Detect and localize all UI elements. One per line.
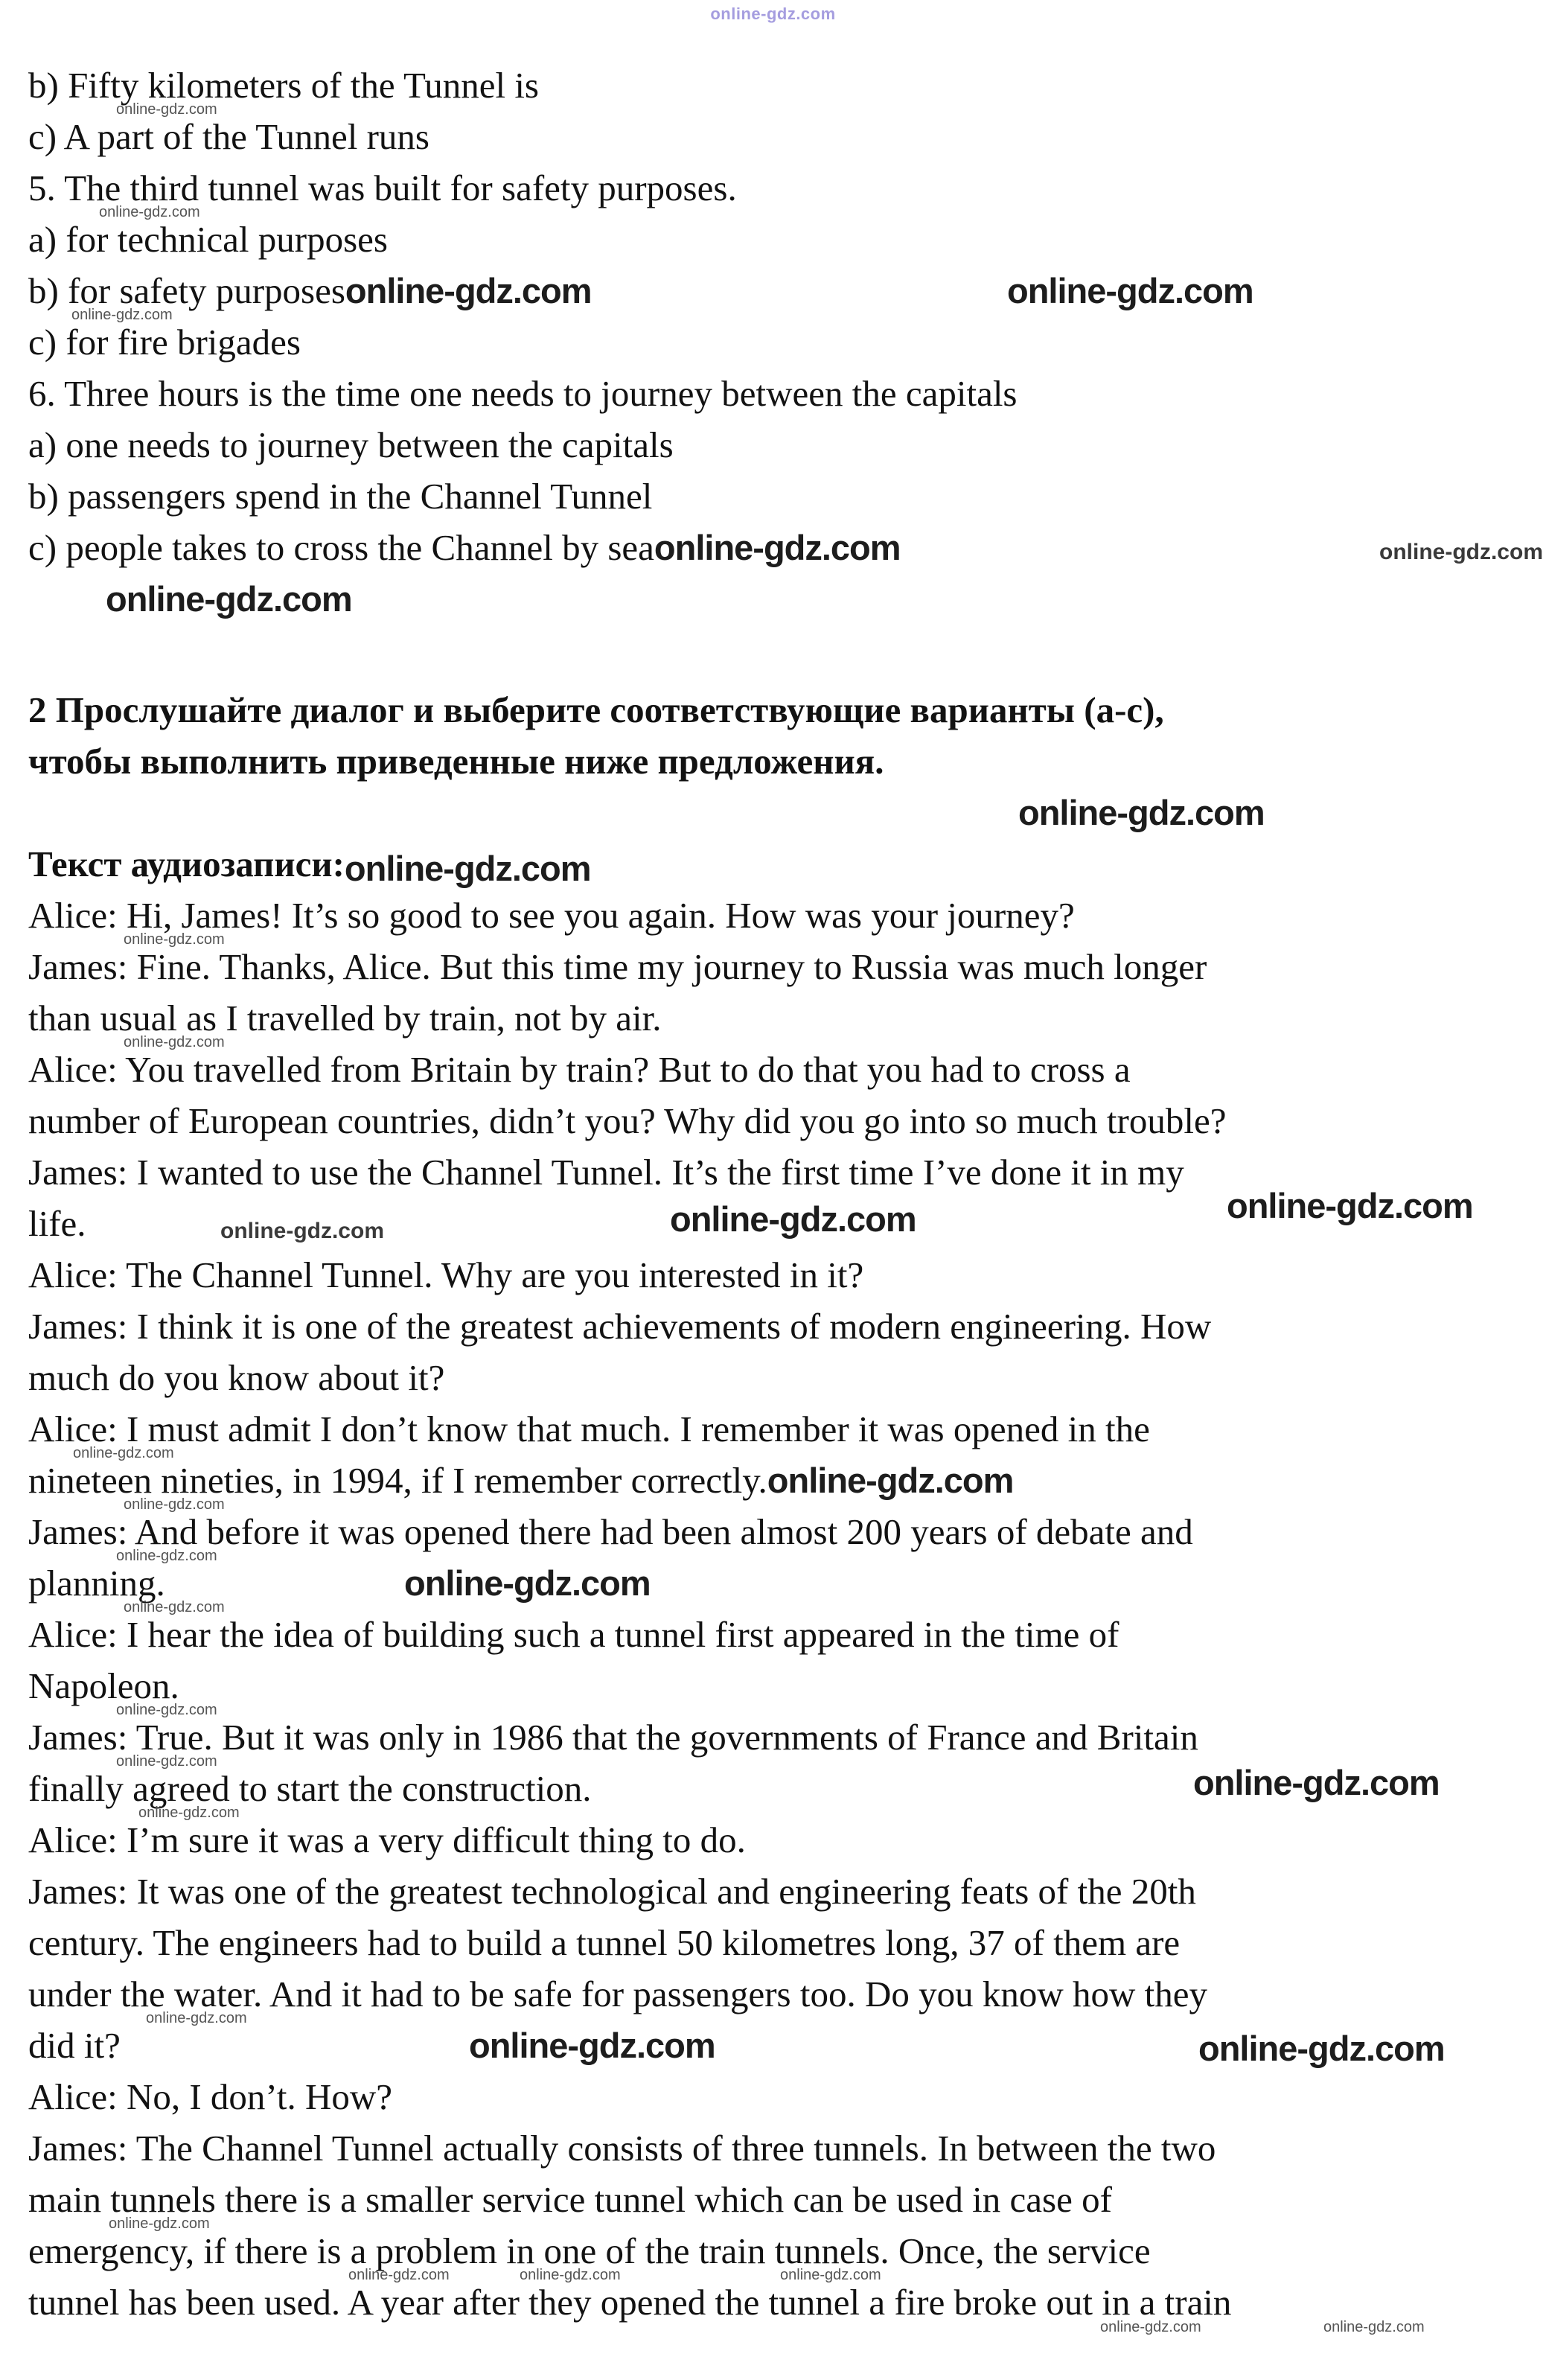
text-segment: a) for technical purposes	[28, 219, 388, 260]
text-segment: did it?	[28, 2025, 121, 2066]
text-segment: Alice: No, I don’t. How?	[28, 2076, 392, 2117]
text-line	[28, 1186, 1534, 1249]
watermark-bold: online-gdz.com	[1007, 271, 1253, 310]
text-line	[28, 573, 1534, 625]
text-line	[28, 1352, 1534, 1403]
text-segment: c) for fire brigades	[28, 322, 301, 363]
text-line	[28, 2122, 1534, 2174]
text-segment: Alice: I must admit I don’t know that much. I remember it was opened in the	[28, 1408, 1150, 1449]
text-segment: Napoleon.	[28, 1665, 179, 1706]
document-lines	[28, 60, 1543, 2335]
watermark-bold: online-gdz.com	[1193, 1763, 1440, 1802]
watermark-small: online-gdz.com	[1379, 540, 1543, 564]
text-line	[28, 890, 1534, 941]
text-line	[28, 1445, 1534, 1506]
text-segment: 5. The third tunnel was built for safety purposes.	[28, 168, 737, 208]
text-line	[28, 992, 1534, 1044]
text-line	[28, 2071, 1534, 2122]
text-segment: Alice: You travelled from Britain by train? But to do that you had to cross a	[28, 1049, 1131, 1090]
text-line	[28, 736, 1534, 787]
watermark-bold: online-gdz.com	[404, 1563, 651, 1603]
watermark-tiny: online-gdz.com	[1100, 2319, 1201, 2335]
text-line	[28, 1301, 1534, 1352]
watermark-tiny: online-gdz.com	[124, 931, 225, 948]
watermark-small: online-gdz.com	[220, 1219, 384, 1243]
text-line	[28, 1496, 1534, 1557]
text-line	[28, 1660, 1534, 1711]
text-segment: c) A part of the Tunnel runs	[28, 116, 429, 157]
text-segment: b) passengers spend in the Channel Tunnel	[28, 476, 653, 517]
watermark-bold: online-gdz.com	[670, 1199, 916, 1239]
text-segment: Alice: I hear the idea of building such a tunnel first appeared in the time of	[28, 1614, 1119, 1655]
text-segment: emergency, if there is a problem in one of the train tunnels. Once, the service	[28, 2230, 1151, 2271]
text-segment: century. The engineers had to build a tunnel 50 kilometres long, 37 of them are	[28, 1922, 1181, 1963]
watermark-bold: online-gdz.com	[654, 528, 901, 567]
text-segment-bold: чтобы выполнить приведенные ниже предложения.	[28, 741, 884, 782]
text-line	[28, 1249, 1534, 1301]
text-line	[28, 1599, 1534, 1660]
watermark-tiny: online-gdz.com	[116, 1702, 217, 1718]
watermark-bold: online-gdz.com	[106, 579, 352, 619]
watermark-tiny: online-gdz.com	[780, 2267, 881, 2283]
text-segment: Alice: Hi, James! It’s so good to see you again. How was your journey?	[28, 895, 1075, 936]
watermark-tiny: online-gdz.com	[99, 204, 200, 220]
watermark-tiny: online-gdz.com	[124, 1599, 225, 1615]
text-segment: nineteen nineties, in 1994, if I remember correctly.	[28, 1460, 767, 1501]
text-line	[28, 419, 1534, 470]
text-line	[28, 265, 1534, 316]
text-segment: tunnel has been used. A year after they opened the tunnel a fire broke out in a train	[28, 2282, 1232, 2323]
text-line	[28, 307, 1534, 368]
text-segment: James: I think it is one of the greatest achievements of modern engineering. How	[28, 1306, 1212, 1347]
text-segment: c) people takes to cross the Channel by sea	[28, 527, 654, 568]
watermark-tiny: online-gdz.com	[109, 2215, 210, 2232]
text-segment: James: It was one of the greatest technological and engineering feats of the 20th	[28, 1871, 1196, 1912]
text-line	[28, 101, 1534, 162]
watermark-tiny: online-gdz.com	[138, 1805, 240, 1821]
watermark-bold: online-gdz.com	[1018, 793, 1265, 832]
watermark-bold: online-gdz.com	[344, 849, 591, 888]
text-segment: b) for safety purposes	[28, 270, 345, 311]
text-segment: b) Fifty kilometers of the Tunnel is	[28, 65, 539, 106]
text-line	[28, 1968, 1534, 2020]
text-line	[28, 1548, 1534, 1609]
text-segment: James: I wanted to use the Channel Tunnel. It’s the first time I’ve done it in my	[28, 1152, 1184, 1193]
text-line	[28, 368, 1534, 419]
watermark-tiny: online-gdz.com	[116, 101, 217, 118]
text-line	[28, 684, 1534, 736]
text-segment: James: The Channel Tunnel actually consists of three tunnels. In between the two	[28, 2128, 1216, 2169]
watermark-tiny: online-gdz.com	[73, 1445, 174, 1461]
text-segment-bold: Текст аудиозаписи:	[28, 843, 345, 884]
text-line	[28, 204, 1534, 265]
text-line	[28, 522, 1543, 573]
text-line	[28, 838, 1534, 890]
text-line	[28, 1866, 1534, 1917]
text-line	[28, 1702, 1534, 1763]
watermark-bold: online-gdz.com	[345, 271, 592, 310]
watermark-tiny: online-gdz.com	[116, 1753, 217, 1770]
text-segment: life.	[28, 1203, 86, 1244]
text-segment: Alice: I’m sure it was a very difficult thing to do.	[28, 1819, 746, 1860]
text-line	[28, 1805, 1534, 1866]
text-segment: Alice: The Channel Tunnel. Why are you interested in it?	[28, 1254, 864, 1295]
text-line	[28, 1917, 1534, 1968]
watermark-bold: online-gdz.com	[469, 2026, 715, 2065]
watermark-bold: online-gdz.com	[767, 1461, 1014, 1500]
text-line	[28, 60, 1534, 111]
watermark-tiny: online-gdz.com	[520, 2267, 621, 2283]
text-line	[28, 1753, 1534, 1814]
watermark-bold: online-gdz.com	[1227, 1186, 1473, 1225]
text-line	[28, 1095, 1534, 1146]
watermark-tiny: online-gdz.com	[124, 1034, 225, 1050]
text-segment: a) one needs to journey between the capitals	[28, 424, 674, 465]
watermark-tiny: online-gdz.com	[146, 2010, 247, 2026]
text-line	[28, 470, 1534, 522]
watermark-tiny: online-gdz.com	[124, 1496, 225, 1513]
text-segment: than usual as I travelled by train, not by air.	[28, 998, 662, 1039]
watermark-tiny: online-gdz.com	[1323, 2319, 1425, 2335]
text-segment-bold: 2 Прослушайте диалог и выберите соответствующие варианты (a-c),	[28, 689, 1164, 730]
text-segment: James: Fine. Thanks, Alice. But this time my journey to Russia was much longer	[28, 946, 1207, 987]
text-segment: number of European countries, didn’t you? Why did you go into so much trouble?	[28, 1100, 1227, 1141]
text-line	[28, 931, 1534, 992]
text-segment: planning.	[28, 1563, 165, 1604]
text-segment: finally agreed to start the construction.	[28, 1768, 592, 1809]
watermark-bold: online-gdz.com	[1198, 2029, 1445, 2068]
text-segment: James: And before it was opened there had been almost 200 years of debate and	[28, 1511, 1193, 1552]
text-segment: James: True. But it was only in 1986 that the governments of France and Britain	[28, 1717, 1198, 1758]
watermark-top: online-gdz.com	[710, 4, 836, 23]
watermark-tiny: online-gdz.com	[116, 1548, 217, 1564]
text-line	[28, 1034, 1534, 1095]
watermark-tiny: online-gdz.com	[71, 307, 173, 323]
text-line	[28, 2267, 1534, 2335]
text-line	[28, 162, 1534, 214]
text-segment: under the water. And it had to be safe for passengers too. Do you know how they	[28, 1974, 1207, 2014]
text-line	[28, 2174, 1534, 2225]
text-line	[28, 2010, 1534, 2071]
text-segment: much do you know about it?	[28, 1357, 445, 1398]
text-line	[28, 1403, 1534, 1455]
text-line	[28, 787, 1534, 838]
watermark-tiny: online-gdz.com	[348, 2267, 450, 2283]
text-segment: main tunnels there is a smaller service tunnel which can be used in case of	[28, 2179, 1112, 2220]
text-segment: 6. Three hours is the time one needs to journey between the capitals	[28, 373, 1018, 414]
